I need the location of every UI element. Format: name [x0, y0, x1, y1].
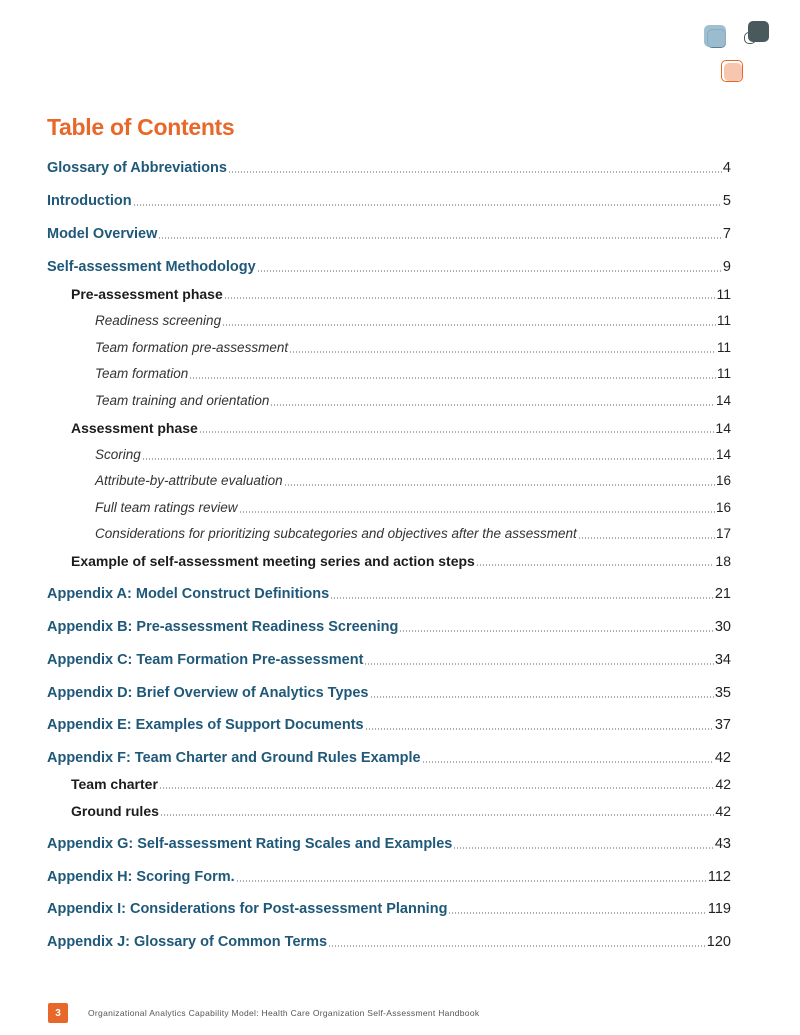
toc-entry-label: Team formation: [95, 366, 189, 381]
dot-leader: [453, 847, 714, 849]
toc-entry-page: 4: [722, 160, 731, 176]
page-footer: [48, 1002, 479, 1024]
toc-entry[interactable]: [47, 190, 731, 212]
toc-entry-label: Appendix A: Model Construct Definitions: [47, 586, 330, 602]
toc-entry[interactable]: [47, 223, 731, 245]
toc-entry-page: 16: [715, 500, 731, 515]
toc-entry[interactable]: [47, 256, 731, 278]
toc-entry-label: Appendix I: Considerations for Post-assessment Planning: [47, 901, 448, 917]
toc-entry-page: 30: [714, 619, 731, 635]
toc-entry[interactable]: [95, 363, 731, 385]
toc-entry[interactable]: [47, 682, 731, 704]
toc-entry-label: Appendix G: Self-assessment Rating Scales and Examples: [47, 836, 453, 852]
toc-entry-label: Appendix D: Brief Overview of Analytics Types: [47, 685, 369, 701]
toc-entry-page: 14: [715, 447, 731, 462]
dot-leader: [328, 945, 706, 947]
toc-entry-page: 16: [715, 473, 731, 488]
toc-entry-page: 11: [716, 286, 731, 302]
toc-entry-page: 112: [707, 869, 731, 885]
toc-entry[interactable]: [95, 523, 731, 545]
toc-entry-page: 120: [706, 934, 731, 950]
toc-entry-label: Self-assessment Methodology: [47, 259, 256, 275]
toc-entry[interactable]: [47, 714, 731, 736]
toc-entry-page: 42: [715, 803, 731, 819]
toc-entry[interactable]: [71, 283, 731, 305]
toc-entry-page: 7: [722, 226, 731, 242]
dot-leader: [158, 237, 722, 239]
toc-entry-label: Example of self-assessment meeting series and action steps: [71, 553, 475, 569]
toc-entry[interactable]: [47, 866, 731, 888]
toc-entry-page: 14: [715, 393, 731, 408]
toc-entry-page: 11: [716, 340, 731, 355]
toc-entry-label: Model Overview: [47, 226, 158, 242]
toc-entry-page: 5: [722, 193, 731, 209]
dot-leader: [159, 787, 715, 789]
dot-leader: [370, 696, 714, 698]
dot-leader: [160, 814, 715, 816]
toc-entry-label: Pre-assessment phase: [71, 286, 223, 302]
toc-entry-page: 14: [715, 420, 731, 436]
toc-entry-page: 11: [716, 366, 731, 381]
dot-leader: [189, 377, 716, 379]
toc-entry[interactable]: [95, 444, 731, 466]
page-number: 3: [48, 1003, 68, 1023]
toc-entry-page: 35: [714, 685, 731, 701]
dot-leader: [133, 204, 722, 206]
toc-entry-label: Appendix E: Examples of Support Documents: [47, 717, 364, 733]
toc-entry-page: 37: [714, 717, 731, 733]
toc-entry-label: Scoring: [95, 447, 141, 462]
toc-entry-label: Team training and orientation: [95, 393, 270, 408]
dot-leader: [448, 912, 706, 914]
toc-entry[interactable]: [71, 417, 731, 439]
dot-leader: [222, 324, 716, 326]
dot-leader: [578, 537, 715, 539]
dot-leader: [284, 484, 715, 486]
toc-entry[interactable]: [47, 898, 731, 920]
dot-leader: [236, 880, 707, 882]
toc-entry[interactable]: [95, 337, 731, 359]
dot-leader: [399, 630, 714, 632]
toc-entry[interactable]: [95, 497, 731, 519]
toc-entry-label: Team formation pre-assessment: [95, 340, 289, 355]
dot-leader: [289, 351, 716, 353]
toc-entry-page: 11: [716, 313, 731, 328]
toc-entry[interactable]: [47, 833, 731, 855]
dot-leader: [228, 171, 722, 173]
toc-entry-page: 119: [707, 901, 731, 917]
dot-leader: [257, 270, 722, 272]
toc-entry-label: Considerations for prioritizing subcategories and objectives after the assessment: [95, 526, 577, 541]
toc-entry-label: Appendix F: Team Charter and Ground Rules Example: [47, 750, 421, 766]
toc-entry[interactable]: [47, 747, 731, 769]
toc-entry[interactable]: [47, 157, 731, 179]
toc-entry-label: Attribute-by-attribute evaluation: [95, 473, 283, 488]
toc-entry-page: 43: [714, 836, 731, 852]
toc-entry-label: Appendix H: Scoring Form.: [47, 869, 235, 885]
toc-entry[interactable]: [47, 931, 731, 953]
dot-leader: [422, 761, 714, 763]
toc-entry-page: 21: [714, 586, 731, 602]
page-title: Table of Contents: [47, 114, 235, 140]
toc-entry[interactable]: [71, 773, 731, 795]
toc-entry-page: 42: [715, 776, 731, 792]
dot-leader: [365, 728, 714, 730]
toc-entry-page: 17: [715, 526, 731, 541]
toc-entry-label: Appendix C: Team Formation Pre-assessment: [47, 652, 364, 668]
toc-entry[interactable]: [71, 550, 731, 572]
toc-entry[interactable]: [47, 649, 731, 671]
toc-entry-label: Readiness screening: [95, 313, 222, 328]
toc-entry-label: Ground rules: [71, 803, 159, 819]
dot-leader: [224, 297, 716, 299]
toc-entry[interactable]: [95, 310, 731, 332]
toc-entry[interactable]: [47, 583, 731, 605]
toc-entry-label: Appendix B: Pre-assessment Readiness Screening: [47, 619, 399, 635]
toc-entry-label: Full team ratings review: [95, 500, 238, 515]
footer-text: Organizational Analytics Capability Model: Health Care Organization Self-Assessment Handbook: [88, 1008, 480, 1018]
toc-entry-label: Glossary of Abbreviations: [47, 160, 227, 176]
dot-leader: [476, 564, 715, 566]
toc-entry-label: Assessment phase: [71, 420, 198, 436]
toc-entry-label: Introduction: [47, 193, 132, 209]
dot-leader: [199, 431, 715, 433]
toc-entry[interactable]: [71, 800, 731, 822]
toc-entry[interactable]: [95, 470, 731, 492]
dot-leader: [364, 663, 713, 665]
toc-entry-label: Appendix J: Glossary of Common Terms: [47, 934, 328, 950]
toc-entry-page: 18: [715, 553, 731, 569]
toc-entry-page: 9: [722, 259, 731, 275]
dot-leader: [330, 597, 714, 599]
toc-entry[interactable]: [47, 616, 731, 638]
dot-leader: [270, 404, 715, 406]
dot-leader: [142, 458, 715, 460]
toc-entry-page: 42: [714, 750, 731, 766]
toc-entry-label: Team charter: [71, 776, 158, 792]
dot-leader: [239, 511, 715, 513]
toc-entry[interactable]: [95, 390, 731, 412]
toc-entry-page: 34: [714, 652, 731, 668]
